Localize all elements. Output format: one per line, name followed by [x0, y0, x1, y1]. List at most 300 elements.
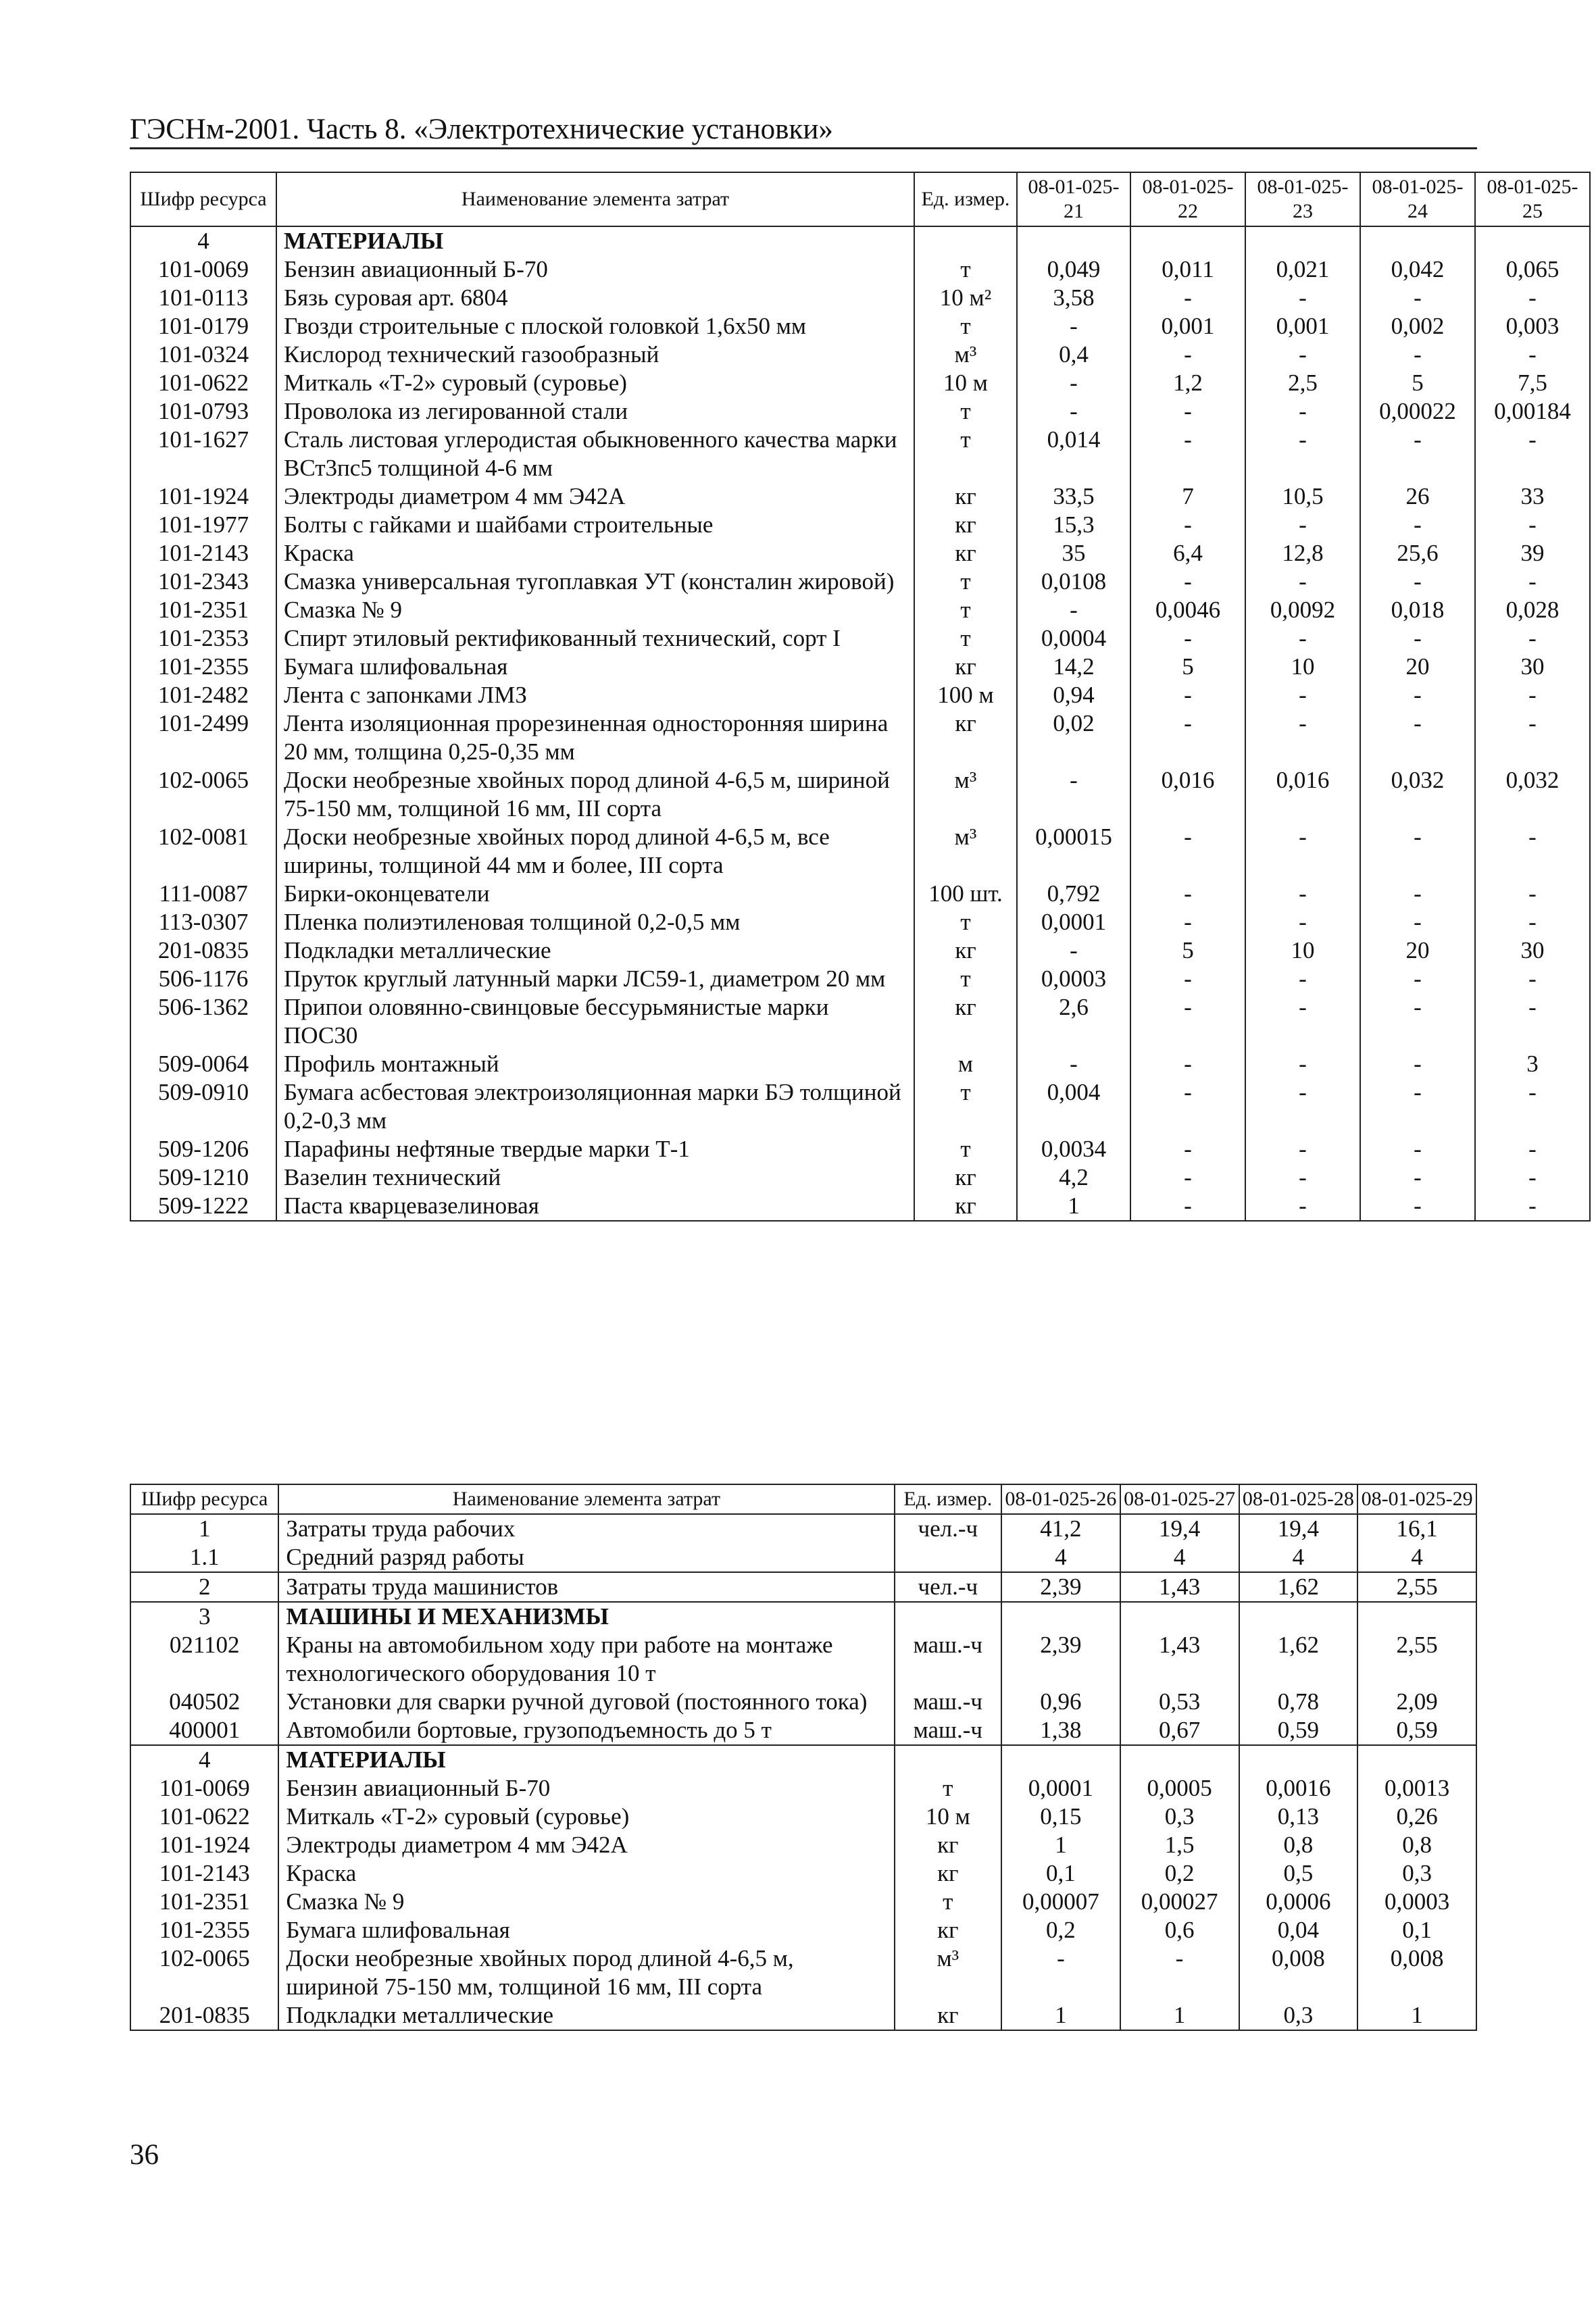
- norm-value: 19,4: [1120, 1514, 1239, 1543]
- table-row: [130, 1688, 1476, 1716]
- norm-value: 0,002: [1360, 312, 1475, 341]
- resource-unit: т: [914, 1135, 1017, 1163]
- header-norm-code: 08-01-025-24: [1360, 172, 1475, 226]
- section-row: [130, 1745, 1476, 1774]
- resource-unit: кг: [895, 1916, 1001, 1944]
- norm-value: 0,59: [1239, 1716, 1358, 1745]
- norm-value: 0,014: [1017, 426, 1130, 482]
- norm-value: 0,0013: [1357, 1774, 1476, 1803]
- norm-value: -: [1360, 511, 1475, 539]
- norm-value: 2,55: [1357, 1572, 1476, 1602]
- norm-value: 0,0016: [1239, 1774, 1358, 1803]
- resource-code: 040502: [130, 1688, 278, 1716]
- norm-value: -: [1017, 936, 1130, 965]
- resource-name: Смазка № 9: [276, 596, 914, 624]
- resource-code: 101-2355: [130, 653, 276, 681]
- table-row: [130, 1888, 1476, 1916]
- resource-name: Кислород технический газообразный: [276, 341, 914, 369]
- resource-code: 201-0835: [130, 936, 276, 965]
- resource-code: 101-2355: [130, 1916, 278, 1944]
- section-value-empty: [1120, 1602, 1239, 1631]
- norm-value: 4: [1239, 1543, 1358, 1572]
- norm-value: -: [1245, 511, 1360, 539]
- resource-unit: 10 м: [914, 369, 1017, 397]
- norm-value: 0,02: [1017, 709, 1130, 766]
- resource-name: Профиль монтажный: [276, 1050, 914, 1078]
- resource-name: Парафины нефтяные твердые марки Т-1: [276, 1135, 914, 1163]
- section-value-empty: [1130, 226, 1245, 255]
- norm-value: -: [1130, 823, 1245, 880]
- resource-code: 509-1222: [130, 1192, 276, 1221]
- norm-value: -: [1130, 965, 1245, 993]
- table-row: [130, 624, 1590, 653]
- resource-name: Болты с гайками и шайбами строительные: [276, 511, 914, 539]
- resource-code: 509-0910: [130, 1078, 276, 1135]
- norm-value: 0,3: [1239, 2001, 1358, 2030]
- norm-value: 0,004: [1017, 1078, 1130, 1135]
- resource-name: Гвозди строительные с плоской головкой 1,6х50 мм: [276, 312, 914, 341]
- norm-value: 30: [1475, 936, 1590, 965]
- norm-value: 3: [1475, 1050, 1590, 1078]
- table-row: [130, 1944, 1476, 2001]
- resource-code: 101-1977: [130, 511, 276, 539]
- norm-value: -: [1245, 1078, 1360, 1135]
- norm-value: -: [1245, 568, 1360, 596]
- header-norm-code: 08-01-025-26: [1001, 1484, 1120, 1514]
- norm-value: -: [1017, 369, 1130, 397]
- norm-value: -: [1245, 1050, 1360, 1078]
- norm-value: 33: [1475, 482, 1590, 511]
- norm-value: -: [1130, 1050, 1245, 1078]
- table-header-row: [130, 1484, 1476, 1514]
- norm-value: 5: [1130, 653, 1245, 681]
- norm-value: 2,5: [1245, 369, 1360, 397]
- resource-unit: м³: [914, 766, 1017, 823]
- resource-unit: м³: [914, 823, 1017, 880]
- norm-value: -: [1130, 341, 1245, 369]
- norm-value: 12,8: [1245, 539, 1360, 568]
- norm-value: -: [1360, 681, 1475, 709]
- norm-value: 2,55: [1357, 1631, 1476, 1688]
- norm-value: 10,5: [1245, 482, 1360, 511]
- header-name: Наименование элемента затрат: [278, 1484, 894, 1514]
- resource-unit: т: [914, 255, 1017, 284]
- resource-unit: кг: [914, 1163, 1017, 1192]
- norm-value: -: [1130, 993, 1245, 1050]
- resource-code: 509-1210: [130, 1163, 276, 1192]
- table-row: [130, 709, 1590, 766]
- norm-value: 0,032: [1475, 766, 1590, 823]
- norm-value: -: [1130, 709, 1245, 766]
- resource-code: 101-2143: [130, 539, 276, 568]
- table-row: [130, 1572, 1476, 1602]
- table-row: [130, 766, 1590, 823]
- norm-value: -: [1130, 1135, 1245, 1163]
- norm-value: 0,1: [1001, 1859, 1120, 1888]
- section-value-empty: [1001, 1745, 1120, 1774]
- norm-value: 0,96: [1001, 1688, 1120, 1716]
- resource-unit: т: [914, 596, 1017, 624]
- norm-value: -: [1360, 624, 1475, 653]
- norm-value: -: [1245, 908, 1360, 936]
- resource-name: Бумага шлифовальная: [276, 653, 914, 681]
- norm-value: -: [1130, 284, 1245, 312]
- resource-unit: кг: [914, 936, 1017, 965]
- norm-value: 0,011: [1130, 255, 1245, 284]
- resource-unit: т: [895, 1774, 1001, 1803]
- resource-name: Краска: [278, 1859, 894, 1888]
- resource-unit: т: [914, 908, 1017, 936]
- norm-value: 0,0004: [1017, 624, 1130, 653]
- norm-value: 7: [1130, 482, 1245, 511]
- table-row: [130, 936, 1590, 965]
- norm-value: 10: [1245, 653, 1360, 681]
- section-value-empty: [1357, 1745, 1476, 1774]
- norm-value: -: [1360, 965, 1475, 993]
- table-row: [130, 1916, 1476, 1944]
- section-title: МАТЕРИАЛЫ: [278, 1745, 894, 1774]
- norm-value: 0,8: [1239, 1831, 1358, 1859]
- resource-unit: чел.-ч: [895, 1572, 1001, 1602]
- header-rule: [130, 147, 1477, 149]
- norm-value: -: [1360, 1192, 1475, 1221]
- norm-value: -: [1130, 568, 1245, 596]
- norm-value: -: [1245, 426, 1360, 482]
- table-row: [130, 653, 1590, 681]
- norm-value: 0,3: [1357, 1859, 1476, 1888]
- table-row: [130, 2001, 1476, 2030]
- resource-name: Доски необрезные хвойных пород длиной 4-6,5 м, шириной 75-150 мм, толщиной 16 мм, III сорта: [276, 766, 914, 823]
- resource-code: 509-0064: [130, 1050, 276, 1078]
- resource-name: Электроды диаметром 4 мм Э42А: [276, 482, 914, 511]
- resource-code: 102-0065: [130, 766, 276, 823]
- norm-value: -: [1130, 1078, 1245, 1135]
- resource-unit: м³: [895, 1944, 1001, 2001]
- resource-code: 1: [130, 1514, 278, 1543]
- resource-name: Затраты труда рабочих: [278, 1514, 894, 1543]
- table-row: [130, 1163, 1590, 1192]
- resource-code: 101-0113: [130, 284, 276, 312]
- norm-value: -: [1245, 709, 1360, 766]
- resource-code: 101-2351: [130, 1888, 278, 1916]
- header-norm-code: 08-01-025-25: [1475, 172, 1590, 226]
- norm-value: 0,0092: [1245, 596, 1360, 624]
- section-value-empty: [1239, 1745, 1358, 1774]
- norm-value: 0,008: [1357, 1944, 1476, 2001]
- resource-unit: кг: [914, 1192, 1017, 1221]
- resource-code: 101-0069: [130, 1774, 278, 1803]
- table-row: [130, 1543, 1476, 1572]
- norm-value: 35: [1017, 539, 1130, 568]
- resource-unit: кг: [895, 1859, 1001, 1888]
- resource-code: 101-2143: [130, 1859, 278, 1888]
- header-unit: Ед. измер.: [914, 172, 1017, 226]
- norm-value: 1,43: [1120, 1631, 1239, 1688]
- norm-value: -: [1130, 1163, 1245, 1192]
- norm-value: 2,39: [1001, 1572, 1120, 1602]
- norm-value: -: [1360, 709, 1475, 766]
- resource-code: 101-2353: [130, 624, 276, 653]
- resource-code: 101-0622: [130, 1803, 278, 1831]
- resources-table-2: [130, 1484, 1477, 2031]
- materials-table-1: [130, 172, 1591, 1222]
- norm-value: -: [1017, 1050, 1130, 1078]
- resource-name: Смазка № 9: [278, 1888, 894, 1916]
- norm-value: 26: [1360, 482, 1475, 511]
- norm-value: 0,53: [1120, 1688, 1239, 1716]
- table-row: [130, 880, 1590, 908]
- resource-unit: кг: [895, 2001, 1001, 2030]
- norm-value: -: [1360, 908, 1475, 936]
- resource-code: 101-0793: [130, 397, 276, 426]
- norm-value: -: [1475, 426, 1590, 482]
- norm-value: 0,3: [1120, 1803, 1239, 1831]
- resource-name: Вазелин технический: [276, 1163, 914, 1192]
- resource-code: 201-0835: [130, 2001, 278, 2030]
- norm-value: 1,62: [1239, 1572, 1358, 1602]
- resource-name: Средний разряд работы: [278, 1543, 894, 1572]
- norm-value: 33,5: [1017, 482, 1130, 511]
- table-row: [130, 1803, 1476, 1831]
- norm-value: -: [1245, 965, 1360, 993]
- table-row: [130, 908, 1590, 936]
- table-row: [130, 511, 1590, 539]
- norm-value: -: [1017, 766, 1130, 823]
- resource-code: 101-2351: [130, 596, 276, 624]
- table-row: [130, 369, 1590, 397]
- norm-value: -: [1360, 993, 1475, 1050]
- resource-unit: кг: [914, 709, 1017, 766]
- resource-unit: т: [914, 965, 1017, 993]
- resource-name: Автомобили бортовые, грузоподъемность до 5 т: [278, 1716, 894, 1745]
- norm-value: -: [1130, 397, 1245, 426]
- norm-value: -: [1245, 681, 1360, 709]
- norm-value: 0,04: [1239, 1916, 1358, 1944]
- resource-name: Паста кварцевазелиновая: [276, 1192, 914, 1221]
- norm-value: -: [1360, 341, 1475, 369]
- norm-value: -: [1130, 1192, 1245, 1221]
- header-norm-code: 08-01-025-27: [1120, 1484, 1239, 1514]
- norm-value: 1: [1001, 1831, 1120, 1859]
- norm-value: -: [1245, 624, 1360, 653]
- resource-name: Проволока из легированной стали: [276, 397, 914, 426]
- resource-code: 506-1176: [130, 965, 276, 993]
- header-unit: Ед. измер.: [895, 1484, 1001, 1514]
- resource-unit: кг: [895, 1831, 1001, 1859]
- table-row: [130, 426, 1590, 482]
- resource-code: 101-2343: [130, 568, 276, 596]
- norm-value: -: [1360, 1163, 1475, 1192]
- resource-code: 101-0179: [130, 312, 276, 341]
- header-code: Шифр ресурса: [130, 172, 276, 226]
- resource-unit: маш.-ч: [895, 1631, 1001, 1688]
- norm-value: 1,38: [1001, 1716, 1120, 1745]
- norm-value: 1,5: [1120, 1831, 1239, 1859]
- resource-code: 113-0307: [130, 908, 276, 936]
- norm-value: 0,016: [1130, 766, 1245, 823]
- table-row: [130, 993, 1590, 1050]
- resource-name: Подкладки металлические: [278, 2001, 894, 2030]
- norm-value: -: [1475, 624, 1590, 653]
- resource-code: 1.1: [130, 1543, 278, 1572]
- norm-value: 0,0108: [1017, 568, 1130, 596]
- table-row: [130, 284, 1590, 312]
- section-code: 4: [130, 226, 276, 255]
- resource-unit: т: [914, 568, 1017, 596]
- norm-value: 0,00007: [1001, 1888, 1120, 1916]
- table-row: [130, 1514, 1476, 1543]
- table-row: [130, 1716, 1476, 1745]
- norm-value: 0,0046: [1130, 596, 1245, 624]
- norm-value: 0,13: [1239, 1803, 1358, 1831]
- section-unit-empty: [914, 226, 1017, 255]
- norm-value: -: [1130, 880, 1245, 908]
- resource-code: 102-0065: [130, 1944, 278, 2001]
- table-row: [130, 341, 1590, 369]
- norm-value: -: [1475, 908, 1590, 936]
- norm-value: 0,049: [1017, 255, 1130, 284]
- resource-unit: кг: [914, 653, 1017, 681]
- norm-value: 4,2: [1017, 1163, 1130, 1192]
- resource-unit: [895, 1543, 1001, 1572]
- norm-value: 7,5: [1475, 369, 1590, 397]
- norm-value: -: [1130, 908, 1245, 936]
- section-row: [130, 1602, 1476, 1631]
- resource-name: Доски необрезные хвойных пород длиной 4-6,5 м, шириной 75-150 мм, толщиной 16 мм, III сорта: [278, 1944, 894, 2001]
- norm-value: 5: [1360, 369, 1475, 397]
- resource-name: Миткаль «Т-2» суровый (суровье): [276, 369, 914, 397]
- norm-value: 0,2: [1120, 1859, 1239, 1888]
- norm-value: -: [1245, 1163, 1360, 1192]
- norm-value: 0,792: [1017, 880, 1130, 908]
- norm-value: 20: [1360, 936, 1475, 965]
- norm-value: 1: [1017, 1192, 1130, 1221]
- resource-code: 021102: [130, 1631, 278, 1688]
- resource-name: Сталь листовая углеродистая обыкновенного качества марки ВСт3пс5 толщиной 4-6 мм: [276, 426, 914, 482]
- norm-value: 0,15: [1001, 1803, 1120, 1831]
- norm-value: 4: [1120, 1543, 1239, 1572]
- section-title: МАТЕРИАЛЫ: [276, 226, 914, 255]
- table-row: [130, 255, 1590, 284]
- resource-name: Краны на автомобильном ходу при работе на монтаже технологического оборудования 10 т: [278, 1631, 894, 1688]
- resource-code: 400001: [130, 1716, 278, 1745]
- norm-value: 3,58: [1017, 284, 1130, 312]
- resource-name: Установки для сварки ручной дуговой (постоянного тока): [278, 1688, 894, 1716]
- norm-value: 5: [1130, 936, 1245, 965]
- norm-value: -: [1245, 993, 1360, 1050]
- norm-value: 1: [1120, 2001, 1239, 2030]
- page-header: ГЭСНм-2001. Часть 8. «Электротехнические установки»: [130, 114, 833, 145]
- resource-name: Бумага асбестовая электроизоляционная марки БЭ толщиной 0,2-0,3 мм: [276, 1078, 914, 1135]
- norm-value: 0,0001: [1001, 1774, 1120, 1803]
- norm-value: 20: [1360, 653, 1475, 681]
- resource-unit: 10 м: [895, 1803, 1001, 1831]
- header-norm-code: 08-01-025-23: [1245, 172, 1360, 226]
- resource-name: Краска: [276, 539, 914, 568]
- table-row: [130, 1859, 1476, 1888]
- section-row: [130, 226, 1590, 255]
- resource-unit: т: [914, 624, 1017, 653]
- resource-code: 101-2482: [130, 681, 276, 709]
- norm-value: 0,032: [1360, 766, 1475, 823]
- resource-name: Подкладки металлические: [276, 936, 914, 965]
- norm-value: 0,00184: [1475, 397, 1590, 426]
- resource-name: Пруток круглый латунный марки ЛС59-1, диаметром 20 мм: [276, 965, 914, 993]
- table-row: [130, 1078, 1590, 1135]
- norm-value: 0,00015: [1017, 823, 1130, 880]
- norm-value: -: [1130, 681, 1245, 709]
- norm-value: -: [1475, 993, 1590, 1050]
- resource-code: 506-1362: [130, 993, 276, 1050]
- norm-value: 0,00027: [1120, 1888, 1239, 1916]
- norm-value: 0,018: [1360, 596, 1475, 624]
- resource-unit: кг: [914, 511, 1017, 539]
- resource-name: Пленка полиэтиленовая толщиной 0,2-0,5 мм: [276, 908, 914, 936]
- norm-value: 0,028: [1475, 596, 1590, 624]
- resource-code: 101-1924: [130, 482, 276, 511]
- norm-value: -: [1475, 568, 1590, 596]
- resource-name: Миткаль «Т-2» суровый (суровье): [278, 1803, 894, 1831]
- resource-code: 101-2499: [130, 709, 276, 766]
- norm-value: -: [1475, 823, 1590, 880]
- table-row: [130, 568, 1590, 596]
- norm-value: 39: [1475, 539, 1590, 568]
- section-value-empty: [1475, 226, 1590, 255]
- norm-value: 41,2: [1001, 1514, 1120, 1543]
- norm-value: -: [1001, 1944, 1120, 2001]
- resource-code: 509-1206: [130, 1135, 276, 1163]
- resource-unit: т: [895, 1888, 1001, 1916]
- resource-unit: маш.-ч: [895, 1688, 1001, 1716]
- resource-name: Бензин авиационный Б-70: [278, 1774, 894, 1803]
- table-row: [130, 1192, 1590, 1221]
- header-norm-code: 08-01-025-21: [1017, 172, 1130, 226]
- section-value-empty: [1239, 1602, 1358, 1631]
- table-row: [130, 1831, 1476, 1859]
- norm-value: -: [1475, 709, 1590, 766]
- norm-value: -: [1360, 1078, 1475, 1135]
- norm-value: 0,016: [1245, 766, 1360, 823]
- norm-value: 0,8: [1357, 1831, 1476, 1859]
- norm-value: 0,0003: [1017, 965, 1130, 993]
- resource-unit: кг: [914, 993, 1017, 1050]
- resource-unit: т: [914, 312, 1017, 341]
- section-value-empty: [1120, 1745, 1239, 1774]
- norm-value: -: [1475, 1192, 1590, 1221]
- norm-value: -: [1017, 397, 1130, 426]
- norm-value: -: [1475, 880, 1590, 908]
- section-value-empty: [1001, 1602, 1120, 1631]
- norm-value: 2,39: [1001, 1631, 1120, 1688]
- resource-unit: м³: [914, 341, 1017, 369]
- resource-name: Бензин авиационный Б-70: [276, 255, 914, 284]
- norm-value: -: [1130, 511, 1245, 539]
- resource-name: Электроды диаметром 4 мм Э42А: [278, 1831, 894, 1859]
- resource-code: 101-1627: [130, 426, 276, 482]
- norm-value: 4: [1001, 1543, 1120, 1572]
- norm-value: -: [1130, 426, 1245, 482]
- norm-value: 0,78: [1239, 1688, 1358, 1716]
- norm-value: 0,0005: [1120, 1774, 1239, 1803]
- norm-value: 0,001: [1130, 312, 1245, 341]
- header-norm-code: 08-01-025-29: [1357, 1484, 1476, 1514]
- norm-value: 0,4: [1017, 341, 1130, 369]
- resource-name: Бязь суровая арт. 6804: [276, 284, 914, 312]
- norm-value: 0,0001: [1017, 908, 1130, 936]
- norm-value: -: [1360, 568, 1475, 596]
- table-header-row: [130, 172, 1590, 226]
- resource-unit: т: [914, 426, 1017, 482]
